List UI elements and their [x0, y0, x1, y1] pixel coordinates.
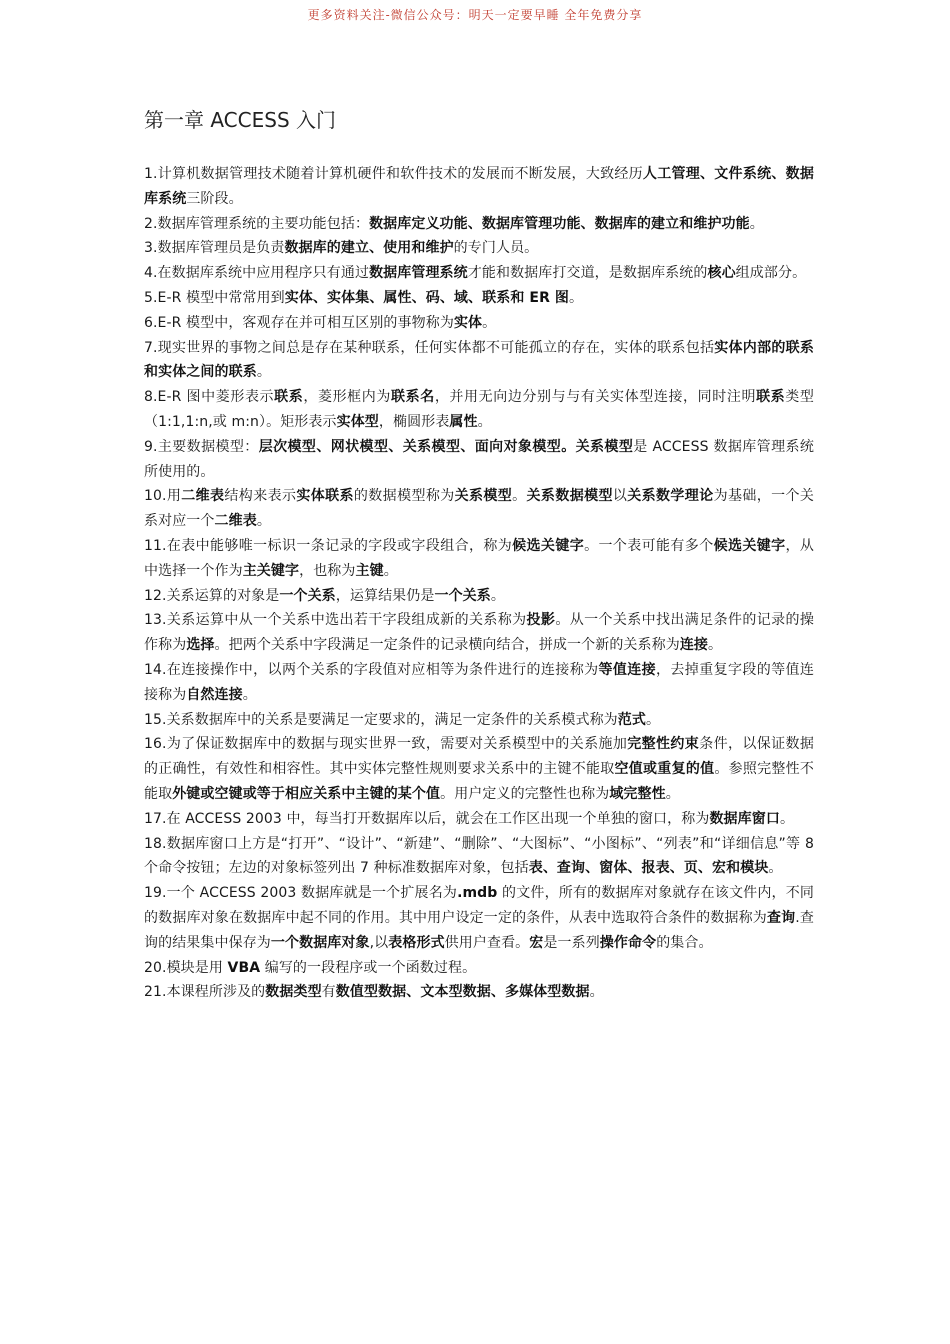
- bold-text: 二维表: [181, 488, 225, 505]
- text-run: 16.为了保证数据库中的数据与现实世界一致，需要对关系模型中的关系施加: [144, 736, 628, 753]
- bold-text: .mdb: [457, 885, 498, 902]
- text-run: 6.E-R 模型中，客观存在并可相互区别的事物称为: [144, 314, 454, 331]
- text-run: 2.数据库管理系统的主要功能包括：: [144, 215, 370, 232]
- text-run: ，并用无向边分别与与有关实体型连接，同时注明: [434, 389, 757, 406]
- list-item: [144, 956, 814, 981]
- text-run: 条件，以保证数据的正确性，有效性和相容性。其中实体完整性规则要求关系中的主键不能取: [144, 736, 814, 778]
- bold-text: 关系数学理论: [627, 488, 714, 505]
- text-run: 3.数据库管理员是负责: [144, 240, 285, 257]
- text-run: 三阶段。: [186, 190, 243, 207]
- bold-text: 属性: [449, 413, 478, 430]
- text-run: 17.在 ACCESS 2003 中，每当打开数据库以后，就会在工作区出现一个单独的窗口，称为: [144, 810, 710, 827]
- text-run: 。: [768, 860, 783, 877]
- list-item: [144, 807, 814, 832]
- bold-text: 实体内部的联系和实体之间的联系: [144, 339, 814, 381]
- bold-text: 范式: [617, 711, 646, 728]
- text-run: ，椭圆形表: [378, 413, 450, 430]
- text-run: 12.关系运算的对象是: [144, 587, 280, 604]
- list-item: [144, 732, 814, 806]
- text-run: 才能和数据库打交道，是数据库系统的: [467, 265, 708, 282]
- text-run: 是 ACCESS 数据库管理系统所使用的。: [144, 438, 814, 480]
- bold-text: 二维表: [214, 513, 257, 530]
- text-run: 。: [477, 413, 492, 430]
- text-run: 类型（1:1,1:n,或 m:n）。矩形表示: [144, 389, 814, 430]
- text-run: 。用户定义的完整性也称为: [440, 785, 610, 802]
- bold-text: 数据库窗口: [709, 810, 780, 827]
- text-run: 的文件，所有的数据库对象就存在该文件内，不同的数据库对象在数据库中起不同的作用。其中用户设定一定的条件，从表中选取符合条件的数据称为: [144, 885, 814, 926]
- bold-text: 核心: [707, 265, 736, 282]
- bold-text: 主键: [355, 562, 384, 579]
- text-run: 。参照完整性不能取: [144, 761, 814, 802]
- list-item: [144, 534, 814, 584]
- list-item: [144, 832, 814, 882]
- bold-text: 外键或空键或等于相应关系中主键的某个值: [172, 785, 441, 802]
- text-run: 结构来表示: [224, 488, 297, 505]
- bold-text: 联系名: [391, 389, 435, 406]
- bold-text: 查询: [766, 909, 796, 926]
- list-item: [144, 286, 814, 311]
- text-run: 是一系列: [543, 934, 600, 951]
- text-run: ，从中选择一个作为: [144, 537, 815, 579]
- text-run: 18.数据库窗口上方是“打开”、“设计”、“新建”、“删除”、“大图标”、“小图标”、“列表”和“详细信息”等 8 个命令按钮；左边的对象标签列出 7 种标准数据库对象，包括: [144, 835, 814, 877]
- bold-text: 数据类型: [265, 984, 322, 1001]
- bold-text: 一个关系: [434, 587, 491, 604]
- text-run: 8.E-R 图中菱形表示: [144, 389, 275, 406]
- bold-text: 人工管理、文件系统、数据库系统: [144, 166, 814, 207]
- text-run: 的专门人员。: [453, 240, 539, 257]
- list-item: [144, 236, 814, 261]
- bold-text: 数据库的建立、使用和维护: [284, 240, 454, 257]
- bold-text: 连接: [679, 637, 709, 654]
- bold-text: 数据库管理系统: [369, 265, 468, 282]
- text-run: 15.关系数据库中的关系是要满足一定要求的，满足一定条件的关系模式称为: [144, 711, 618, 728]
- text-run: 。: [256, 364, 271, 381]
- bold-text: 表格形式: [388, 934, 445, 951]
- text-run: 。: [779, 810, 795, 827]
- list-item: [144, 980, 814, 1005]
- bold-text: 关系数据模型: [526, 488, 613, 505]
- text-run: 。把两个关系中字段满足一定条件的记录横向结合，拼成一个新的关系称为: [214, 637, 680, 654]
- text-run: 。: [242, 686, 257, 703]
- text-run: 14.在连接操作中，以两个关系的字段值对应相等为条件进行的连接称为: [144, 661, 599, 678]
- bold-text: 联系: [756, 389, 786, 406]
- text-run: 的数据模型称为: [353, 488, 455, 505]
- text-run: 。: [383, 562, 398, 579]
- text-run: ,以: [369, 934, 389, 951]
- list-item: [144, 212, 814, 237]
- text-run: .查询的结果集中保存为: [144, 909, 815, 951]
- text-run: 。: [482, 314, 497, 331]
- text-run: 4.在数据库系统中应用程序只有通过: [144, 265, 370, 282]
- bold-text: 实体: [453, 314, 483, 331]
- list-item: [144, 881, 814, 955]
- bold-text: 空值或重复的值: [614, 761, 715, 778]
- bold-text: 一个关系: [279, 587, 336, 604]
- text-run: 11.在表中能够唯一标识一条记录的字段或字段组合，称为: [144, 537, 513, 554]
- bold-text: 等值连接: [598, 661, 657, 678]
- bold-text: 实体联系: [296, 488, 354, 505]
- text-run: ，运算结果仍是: [335, 587, 435, 604]
- text-run: ，菱形框内为: [303, 389, 391, 406]
- list-item: [144, 311, 814, 336]
- bold-text: 数据库定义功能、数据库管理功能、数据库的建立和维护功能: [369, 215, 750, 232]
- list-item: [144, 484, 814, 534]
- bold-text: 完整性约束: [627, 736, 700, 753]
- bold-text: 表、查询、窗体、报表、页、宏和模块: [528, 860, 769, 877]
- list-item: [144, 385, 814, 435]
- list-item: [144, 584, 814, 609]
- text-run: 以: [612, 488, 628, 505]
- text-run: 20.模块是用: [144, 959, 228, 976]
- text-run: 9.主要数据模型：: [144, 438, 259, 455]
- bold-text: 实体型: [336, 413, 379, 430]
- text-run: 组成部分。: [735, 265, 807, 282]
- text-run: 为基础，一个关系对应一个: [144, 488, 815, 530]
- list-item: [144, 435, 814, 485]
- text-run: 5.E-R 模型中常常用到: [144, 289, 285, 306]
- text-run: 。: [256, 513, 271, 530]
- list-item: [144, 336, 814, 386]
- text-run: 有: [321, 984, 336, 1001]
- text-run: 19.一个 ACCESS 2003 数据库就是一个扩展名为: [144, 885, 458, 902]
- bold-text: 操作命令: [599, 934, 657, 951]
- text-run: 。: [645, 711, 661, 728]
- text-run: 的集合。: [656, 934, 713, 951]
- text-run: 。: [665, 785, 680, 802]
- list-item: [144, 658, 814, 708]
- list-item: [144, 261, 814, 286]
- text-run: 。从一个关系中找出满足条件的记录的操作称为: [144, 612, 814, 654]
- bold-text: 数值型数据、文本型数据、多媒体型数据: [335, 984, 590, 1001]
- top-banner: 更多资料关注-微信公众号：明天一定要早睡 全年免费分享: [307, 8, 643, 22]
- bold-text: 实体、实体集、属性、码、域、联系和 ER 图: [284, 289, 570, 306]
- bold-text: 候选关键字: [713, 537, 786, 554]
- text-run: 。: [512, 488, 527, 505]
- bold-text: 候选关键字: [512, 537, 585, 554]
- bold-text: 主关键字: [242, 562, 300, 579]
- text-run: 13.关系运算中从一个关系中选出若干字段组成新的关系称为: [144, 612, 527, 629]
- text-run: 。: [490, 587, 505, 604]
- text-run: 21.本课程所涉及的: [144, 984, 266, 1001]
- bold-text: 联系: [274, 389, 304, 406]
- text-run: ，去掉重复字段的等值连接称为: [144, 661, 815, 703]
- text-run: 。: [569, 289, 584, 306]
- item-list: [144, 162, 814, 1005]
- bold-text: 自然连接: [186, 686, 243, 703]
- bold-text: 关系模型: [454, 488, 513, 505]
- text-run: ，也称为: [299, 562, 356, 579]
- bold-text: 一个数据库对象: [270, 934, 370, 951]
- text-run: 。一个表可能有多个: [584, 537, 714, 554]
- document-body: [144, 104, 814, 1005]
- bold-text: 宏: [529, 934, 544, 951]
- bold-text: 域完整性: [609, 785, 666, 802]
- text-run: 。: [589, 984, 604, 1001]
- bold-text: 投影: [526, 612, 556, 629]
- chapter-title: 第一章 ACCESS 入门: [144, 108, 337, 132]
- text-run: 7.现实世界的事物之间总是存在某种联系，任何实体都不可能孤立的存在，实体的联系包括: [144, 339, 715, 356]
- text-run: 编写的一段程序或一个函数过程。: [260, 959, 477, 976]
- text-run: 10.用: [144, 488, 182, 505]
- bold-text: 选择: [186, 637, 215, 654]
- text-run: 供用户查看。: [444, 934, 530, 951]
- text-run: 。: [708, 637, 723, 654]
- list-item: [144, 608, 814, 658]
- text-run: 。: [749, 215, 764, 232]
- list-item: [144, 162, 814, 212]
- bold-text: 层次模型、网状模型、关系模型、面向对象模型。关系模型: [258, 438, 634, 455]
- text-run: 1.计算机数据管理技术随着计算机硬件和软件技术的发展而不断发展，大致经历: [144, 166, 643, 182]
- bold-text: VBA: [227, 959, 261, 976]
- list-item: [144, 708, 814, 733]
